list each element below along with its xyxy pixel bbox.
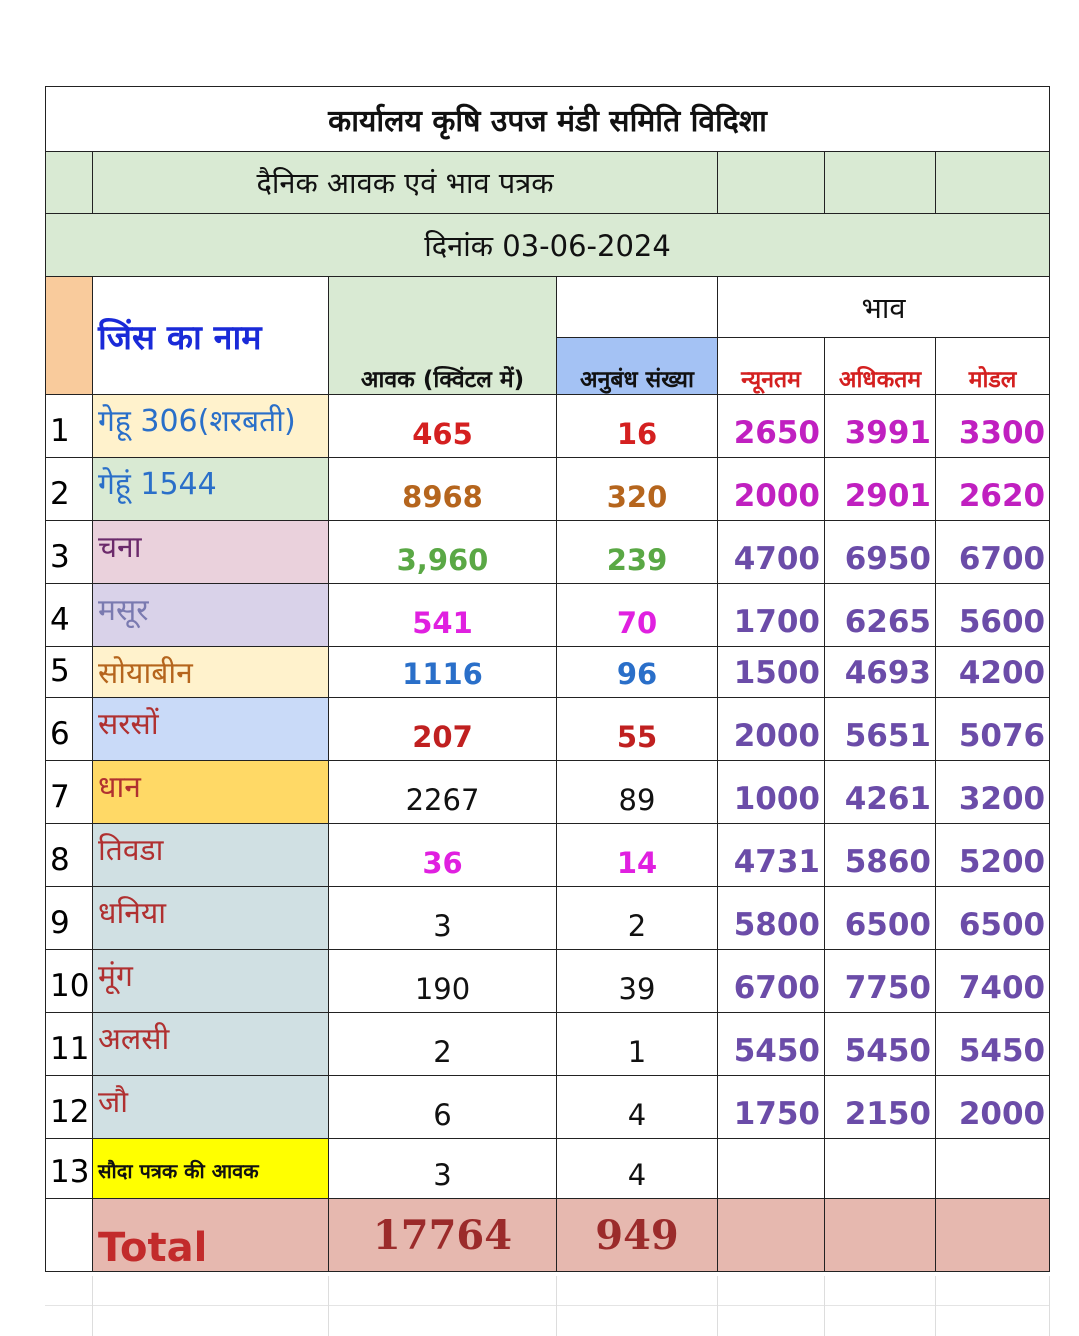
crop-name: सरसों: [93, 698, 329, 761]
min-price: 1500: [718, 647, 825, 698]
max-price: 7750: [825, 950, 936, 1013]
grid-line: [1049, 1276, 1050, 1336]
min-price: [718, 1139, 825, 1199]
max-price: 6265: [825, 584, 936, 647]
row-number: 4: [46, 584, 93, 647]
mandi-price-sheet: [45, 86, 1050, 1272]
grid-line: [935, 1276, 936, 1336]
min-price: 2650: [718, 395, 825, 458]
grid-line: [328, 1276, 329, 1336]
contracts-value: 89: [557, 761, 718, 824]
min-price: 2000: [718, 698, 825, 761]
modal-price: 4200: [936, 647, 1050, 698]
arrival-value: 36: [329, 824, 557, 887]
modal-price: 2620: [936, 458, 1050, 521]
crop-name: धनिया: [93, 887, 329, 950]
arrival-value: 8968: [329, 458, 557, 521]
contracts-value: 39: [557, 950, 718, 1013]
sheet-title: कार्यालय कृषि उपज मंडी समिति विदिशा: [46, 87, 1050, 152]
max-price: 2150: [825, 1076, 936, 1139]
arrival-value: 207: [329, 698, 557, 761]
table-row: [46, 824, 1050, 887]
row-number: 12: [46, 1076, 93, 1139]
modal-price-header: मोडल: [936, 338, 1050, 395]
crop-name: चना: [93, 521, 329, 584]
max-price: [825, 1139, 936, 1199]
max-price: 5651: [825, 698, 936, 761]
table-row: [46, 647, 1050, 698]
arrival-value: 541: [329, 584, 557, 647]
max-price: 3991: [825, 395, 936, 458]
min-price-header: न्यूनतम: [718, 338, 825, 395]
arrival-value: 3: [329, 887, 557, 950]
min-price: 6700: [718, 950, 825, 1013]
sheet-date: दिनांक 03-06-2024: [46, 214, 1050, 277]
crop-name: गेहूं 1544: [93, 458, 329, 521]
crop-name: जौ: [93, 1076, 329, 1139]
crop-name: सोयाबीन: [93, 647, 329, 698]
modal-price: 5600: [936, 584, 1050, 647]
crop-column-header: जिंस का नाम: [93, 277, 329, 395]
arrival-value: 465: [329, 395, 557, 458]
total-arrival: 17764: [329, 1199, 557, 1272]
row-number: 2: [46, 458, 93, 521]
crop-name: मूंग: [93, 950, 329, 1013]
arrival-value: 1116: [329, 647, 557, 698]
table-row: [46, 458, 1050, 521]
max-price: 6950: [825, 521, 936, 584]
table-row: [46, 887, 1050, 950]
arrival-value: 3: [329, 1139, 557, 1199]
blank-cell: [46, 152, 93, 214]
max-price: 5450: [825, 1013, 936, 1076]
row-number: 10: [46, 950, 93, 1013]
arrival-value: 2267: [329, 761, 557, 824]
sheet-subtitle: दैनिक आवक एवं भाव पत्रक: [93, 152, 718, 214]
modal-price: 5200: [936, 824, 1050, 887]
grid-line: [717, 1276, 718, 1336]
min-price: 1750: [718, 1076, 825, 1139]
table-row: [46, 521, 1050, 584]
total-label: Total: [93, 1199, 329, 1272]
contracts-value: 70: [557, 584, 718, 647]
modal-price: 5076: [936, 698, 1050, 761]
crop-name: सौदा पत्रक की आवक: [93, 1139, 329, 1199]
row-number: 9: [46, 887, 93, 950]
modal-price: 2000: [936, 1076, 1050, 1139]
min-price: 5450: [718, 1013, 825, 1076]
max-price-header: अधिकतम: [825, 338, 936, 395]
arrival-value: 6: [329, 1076, 557, 1139]
blank-cell: [825, 152, 936, 214]
contracts-value: 4: [557, 1076, 718, 1139]
arrival-value: 2: [329, 1013, 557, 1076]
blank-cell: [46, 1199, 93, 1272]
min-price: 4731: [718, 824, 825, 887]
table-row: [46, 395, 1050, 458]
contracts-value: 96: [557, 647, 718, 698]
row-number: 13: [46, 1139, 93, 1199]
arrival-value: 190: [329, 950, 557, 1013]
arrival-value: 3,960: [329, 521, 557, 584]
contracts-value: 4: [557, 1139, 718, 1199]
blank-cell: [718, 152, 825, 214]
blank-cell: [825, 1199, 936, 1272]
price-group-header: भाव: [718, 277, 1050, 338]
row-number: 1: [46, 395, 93, 458]
table-row: [46, 1076, 1050, 1139]
blank-cell: [936, 1199, 1050, 1272]
table-row: [46, 584, 1050, 647]
table-row: [46, 698, 1050, 761]
grid-line: [556, 1276, 557, 1336]
table-row: [46, 1139, 1050, 1199]
row-number: 7: [46, 761, 93, 824]
modal-price: 6500: [936, 887, 1050, 950]
contracts-value: 239: [557, 521, 718, 584]
modal-price: 3300: [936, 395, 1050, 458]
min-price: 5800: [718, 887, 825, 950]
max-price: 6500: [825, 887, 936, 950]
contracts-value: 14: [557, 824, 718, 887]
crop-name: धान: [93, 761, 329, 824]
crop-name: गेहू 306(शरबती): [93, 395, 329, 458]
blank-cell: [557, 277, 718, 338]
row-number: 3: [46, 521, 93, 584]
min-price: 2000: [718, 458, 825, 521]
crop-name: मसूर: [93, 584, 329, 647]
row-number: 11: [46, 1013, 93, 1076]
crop-name: तिवडा: [93, 824, 329, 887]
total-contracts: 949: [557, 1199, 718, 1272]
max-price: 4693: [825, 647, 936, 698]
contracts-value: 16: [557, 395, 718, 458]
contracts-value: 1: [557, 1013, 718, 1076]
table-row: [46, 950, 1050, 1013]
row-number: 5: [46, 647, 93, 698]
blank-cell: [936, 152, 1050, 214]
table-row: [46, 1013, 1050, 1076]
modal-price: [936, 1139, 1050, 1199]
modal-price: 5450: [936, 1013, 1050, 1076]
modal-price: 7400: [936, 950, 1050, 1013]
grid-line: [45, 1305, 1049, 1306]
row-number: 8: [46, 824, 93, 887]
table-row: [46, 761, 1050, 824]
max-price: 4261: [825, 761, 936, 824]
crop-name: अलसी: [93, 1013, 329, 1076]
modal-price: 3200: [936, 761, 1050, 824]
contracts-value: 55: [557, 698, 718, 761]
min-price: 1700: [718, 584, 825, 647]
min-price: 1000: [718, 761, 825, 824]
contracts-value: 320: [557, 458, 718, 521]
grid-line: [824, 1276, 825, 1336]
arrival-column-header: आवक (क्विंटल में): [329, 277, 557, 395]
max-price: 5860: [825, 824, 936, 887]
contracts-value: 2: [557, 887, 718, 950]
modal-price: 6700: [936, 521, 1050, 584]
contracts-column-header: अनुबंध संख्या: [557, 338, 718, 395]
corner-cell: [46, 277, 93, 395]
max-price: 2901: [825, 458, 936, 521]
row-number: 6: [46, 698, 93, 761]
min-price: 4700: [718, 521, 825, 584]
blank-cell: [718, 1199, 825, 1272]
grid-line: [92, 1276, 93, 1336]
